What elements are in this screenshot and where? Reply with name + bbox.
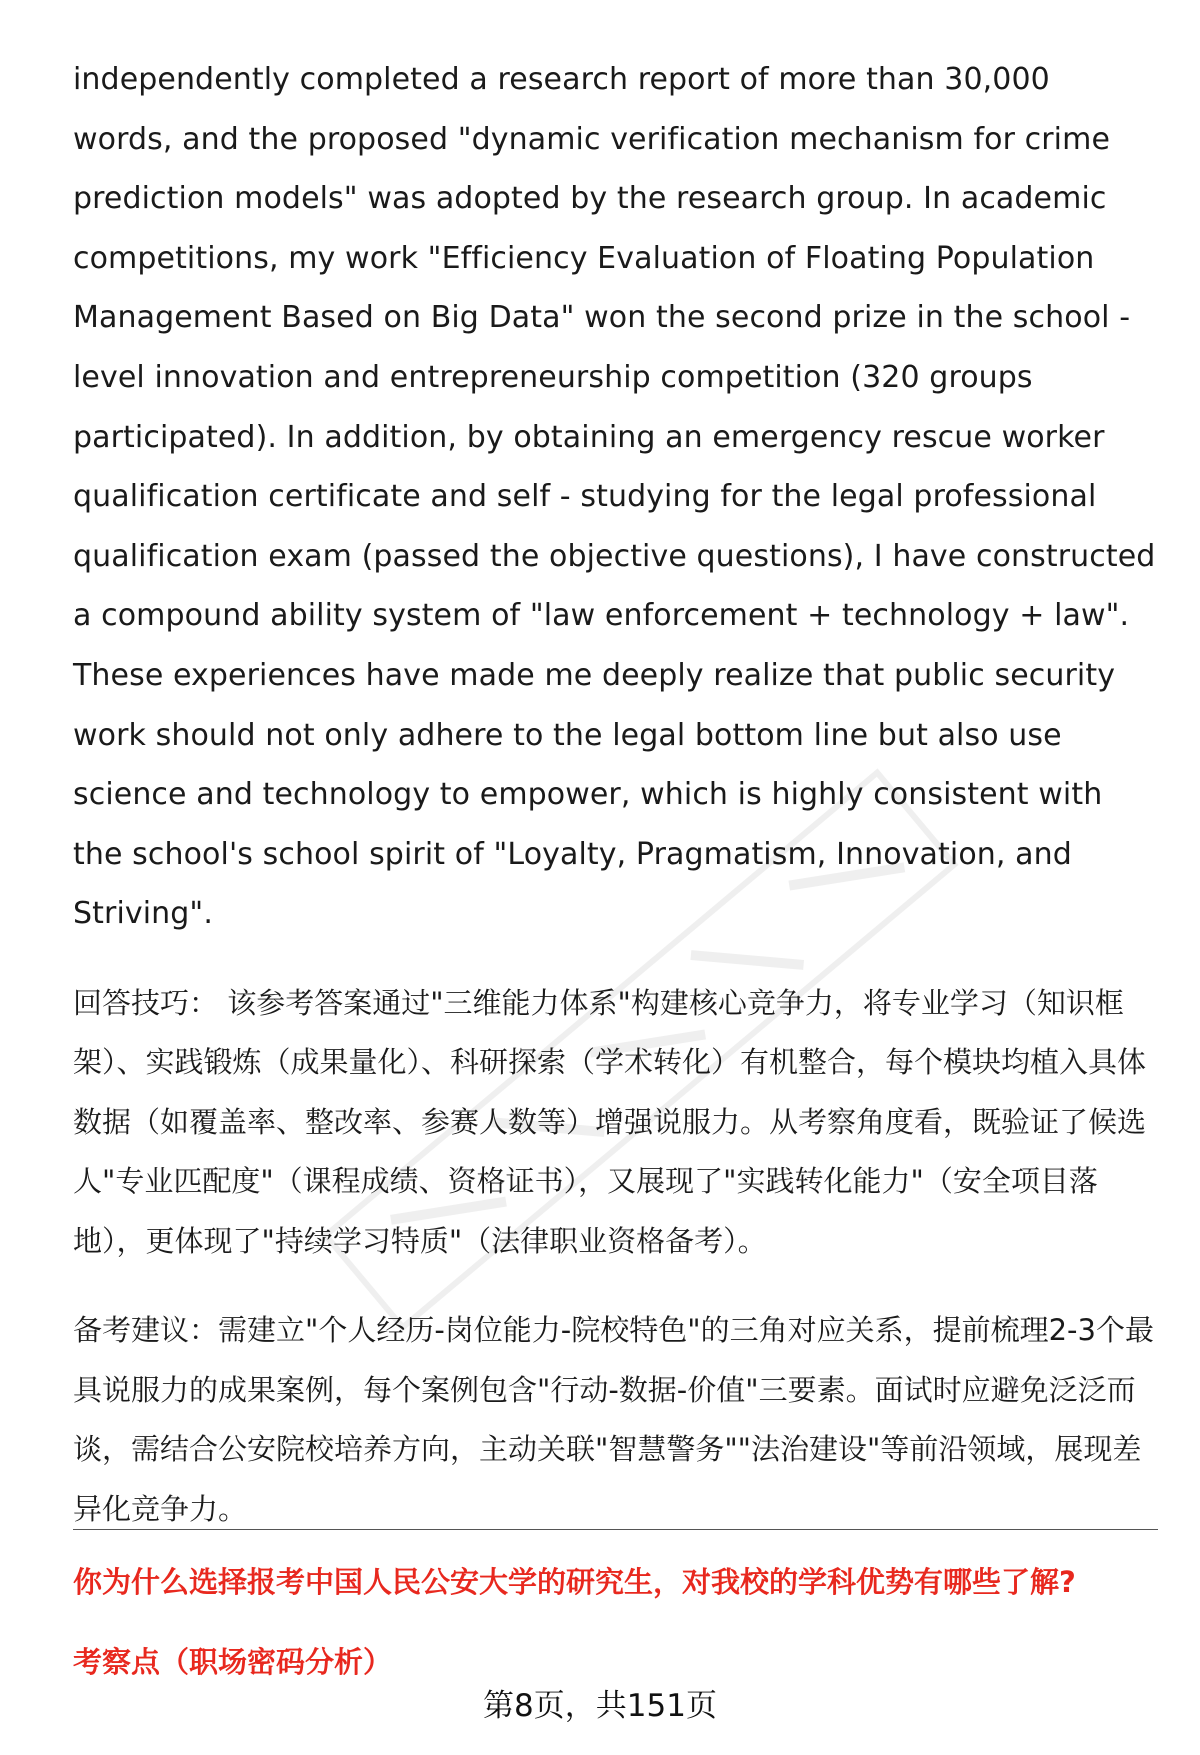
question-heading: 你为什么选择报考中国人民公安大学的研究生，对我校的学科优势有哪些了解? bbox=[73, 1565, 1076, 1599]
intro-paragraph: independently completed a research report of more than 30,000 words, and the proposed "dynamic verification mechanism for crime prediction models" was adopted by the research group. In academic competitions, my work "Efficiency Evaluation of Floating Population Management Based on Big Data" won the second prize in the school - level innovation and entrepreneurship competition (320 groups participated). In addition, by obtaining an emergency rescue worker qualification certificate and self - studying for the legal professional qualification exam (passed the objective questions), I have constructed a compound ability system of "law enforcement + technology + law". These experiences have made me deeply realize that public security work should not only adhere to the legal bottom line but also use science and technology to empower, which is highly consistent with the school's school spirit of "Loyalty, Pragmatism, Innovation, and Striving". bbox=[73, 62, 1156, 932]
answer-tips-paragraph: 回答技巧： 该参考答案通过"三维能力体系"构建核心竞争力，将专业学习（知识框架）、实践锻炼（成果量化）、科研探索（学术转化）有机整合，每个模块均植入具体数据（如覆盖率、整改率、参赛人数等）增强说服力。从考察角度看，既验证了候选人"专业匹配度"（课程成绩、资格证书），又展现了"实践转化能力"（安全项目落地），更体现了"持续学习特质"（法律职业资格备考）。 bbox=[73, 985, 1147, 1258]
prep-advice-paragraph: 备考建议：需建立"个人经历-岗位能力-院校特色"的三角对应关系，提前梳理2-3个最具说服力的成果案例，每个案例包含"行动-数据-价值"三要素。面试时应避免泛泛而谈，需结合公安院校培养方向，主动关联"智慧警务""法治建设"等前沿领域，展现差异化竞争力。 bbox=[73, 1313, 1154, 1526]
assessment-points-heading: 考察点（职场密码分析） bbox=[73, 1645, 393, 1679]
page-number: 第8页，共151页 bbox=[483, 1688, 717, 1724]
document-body bbox=[73, 50, 1158, 1539]
section-divider bbox=[73, 1529, 1158, 1530]
